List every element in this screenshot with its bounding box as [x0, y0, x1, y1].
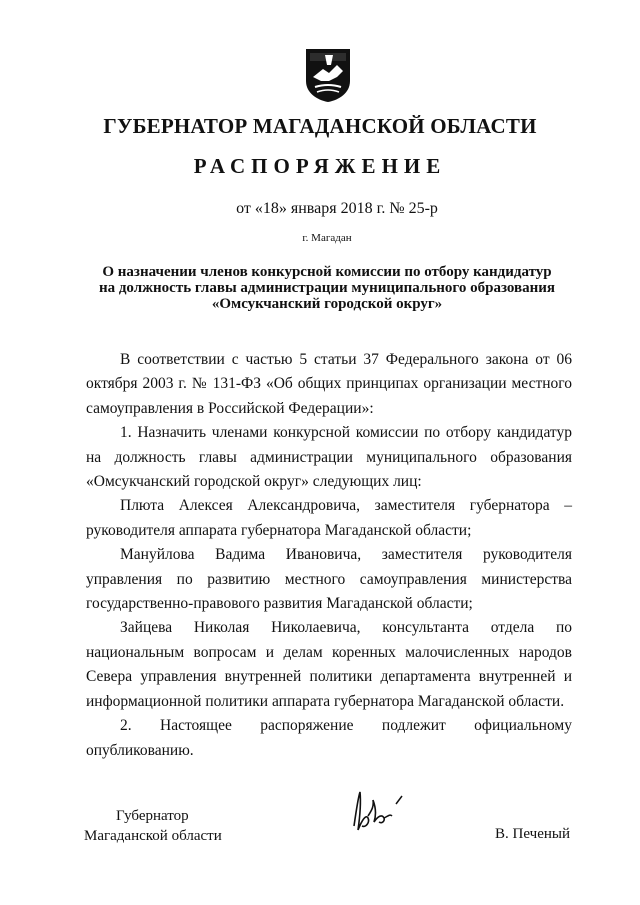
body-paragraph-item-1: 1. Назначить членами конкурсной комиссии по отбору кандидатур на должность главы администрации муниципального образования «Омсукчанский городской округ» следующих лиц:: [86, 424, 572, 491]
subject-line: на должность главы администрации муниципального образования: [98, 280, 556, 296]
document-date-number: от «18» января 2018 г. № 25-р: [236, 200, 438, 217]
body-paragraph-preamble: В соответствии с частью 5 статьи 37 Федерального закона от 06 октября 2003 г. № 131-ФЗ «Об общих принципах организации местного самоуправления в Российской Федерации»:: [86, 351, 572, 417]
body-paragraph-item-2: 2. Настоящее распоряжение подлежит официальному опубликованию.: [86, 717, 572, 759]
subject-line: «Омсукчанский городской округ»: [211, 296, 443, 312]
document-body: [86, 348, 572, 763]
signer-position-line1: Губернатор: [116, 808, 189, 824]
body-paragraph-member-manuylov: Мануйлова Вадима Ивановича, заместителя руководителя управления по развитию местного самоуправления министерства государственно-правового развития Магаданской области;: [86, 546, 572, 613]
signer-position: [84, 806, 222, 846]
signer-name: В. Печеный: [495, 826, 570, 842]
document-city: г. Магадан: [302, 232, 352, 244]
document-type: РАСПОРЯЖЕНИЕ: [193, 154, 447, 178]
body-paragraph-member-plyut: Плюта Алексея Александровича, заместителя губернатора – руководителя аппарата губернатора Магаданской области;: [86, 497, 572, 539]
governor-title: ГУБЕРНАТОР МАГАДАНСКОЙ ОБЛАСТИ: [103, 114, 537, 138]
document-subject: [82, 264, 572, 312]
magadan-coat-of-arms-icon: [303, 47, 353, 103]
signer-position-line2: Магаданской области: [84, 828, 222, 844]
handwritten-signature: [346, 786, 428, 838]
subject-line: О назначении членов конкурсной комиссии по отбору кандидатур: [102, 264, 552, 280]
body-paragraph-member-zaytsev: Зайцева Николая Николаевича, консультанта отдела по национальным вопросам и делам коренных малочисленных народов Севера управления внутренней политики департамента внутренней и информационной политики аппарата губернатора Магаданской области.: [86, 619, 572, 710]
